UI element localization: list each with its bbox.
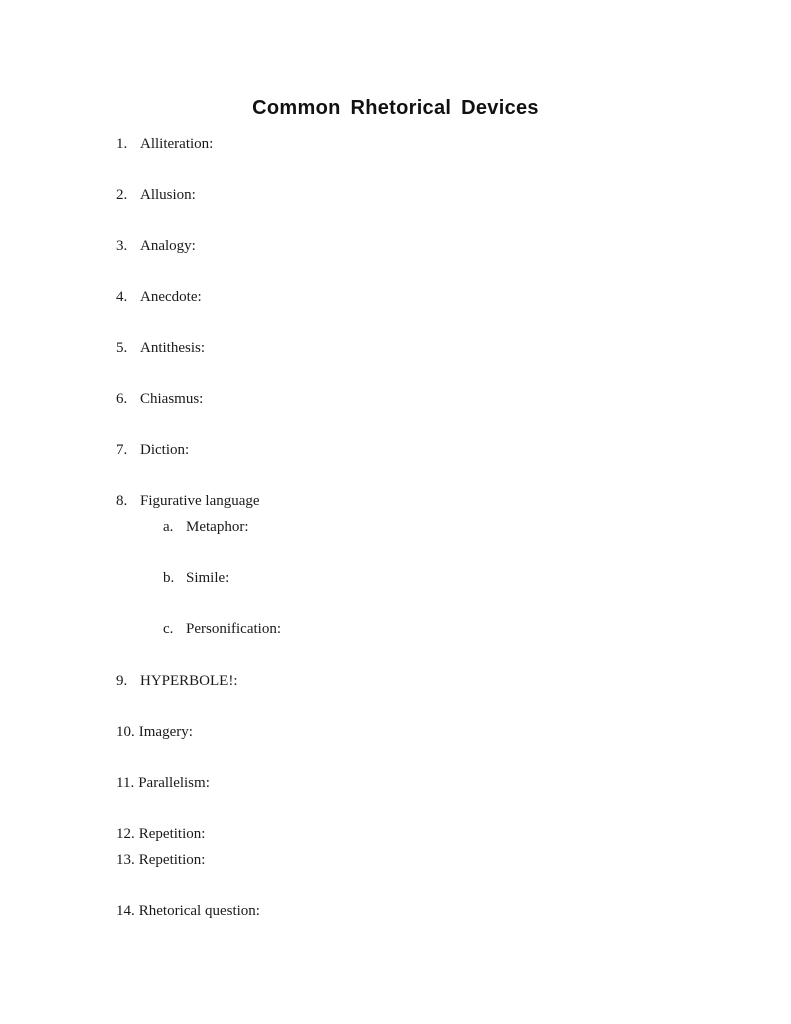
item-number: 2. <box>116 187 128 203</box>
list-item <box>116 391 203 408</box>
item-label: Antithesis: <box>140 340 206 356</box>
sub-list-item <box>163 519 248 536</box>
item-label: Parallelism: <box>138 775 210 791</box>
item-letter: b. <box>163 570 175 586</box>
item-label: Allusion: <box>140 187 196 203</box>
item-number: 10. <box>116 724 135 740</box>
item-number: 11. <box>116 775 135 791</box>
item-number: 6. <box>116 391 128 407</box>
item-label: Metaphor: <box>186 519 249 535</box>
item-number: 8. <box>116 493 128 509</box>
item-number: 14. <box>116 903 135 919</box>
list-item <box>116 136 213 153</box>
item-label: Diction: <box>140 442 190 458</box>
item-number: 7. <box>116 442 128 458</box>
list-item <box>116 289 202 306</box>
item-number: 4. <box>116 289 128 305</box>
list-item <box>116 493 260 510</box>
item-label: Alliteration: <box>140 136 214 152</box>
item-label: Repetition: <box>138 852 206 868</box>
list-item <box>116 775 210 792</box>
item-number: 3. <box>116 238 128 254</box>
item-letter: a. <box>163 519 174 535</box>
list-item <box>116 826 205 843</box>
item-label: Rhetorical question: <box>138 903 260 919</box>
item-number: 13. <box>116 852 135 868</box>
page-title: Common Rhetorical Devices <box>252 97 539 119</box>
item-label: Analogy: <box>140 238 196 254</box>
list-item <box>116 903 260 920</box>
list-item <box>116 724 193 741</box>
item-label: Imagery: <box>138 724 193 740</box>
list-item <box>116 340 205 357</box>
item-label: Figurative language <box>140 493 260 509</box>
list-item <box>116 238 196 255</box>
item-number: 9. <box>116 673 128 689</box>
sub-list-item <box>163 570 229 587</box>
item-letter: c. <box>163 621 174 637</box>
item-number: 12. <box>116 826 135 842</box>
item-label: Simile: <box>186 570 230 586</box>
sub-list-item <box>163 621 281 638</box>
list-item <box>116 187 196 204</box>
item-number: 1. <box>116 136 128 152</box>
item-label: Chiasmus: <box>140 391 204 407</box>
item-number: 5. <box>116 340 128 356</box>
list-item <box>116 442 189 459</box>
item-label: Repetition: <box>138 826 206 842</box>
item-label: HYPERBOLE!: <box>140 673 238 689</box>
item-label: Anecdote: <box>140 289 202 305</box>
list-item <box>116 673 238 690</box>
item-label: Personification: <box>186 621 281 637</box>
list-item <box>116 852 205 869</box>
